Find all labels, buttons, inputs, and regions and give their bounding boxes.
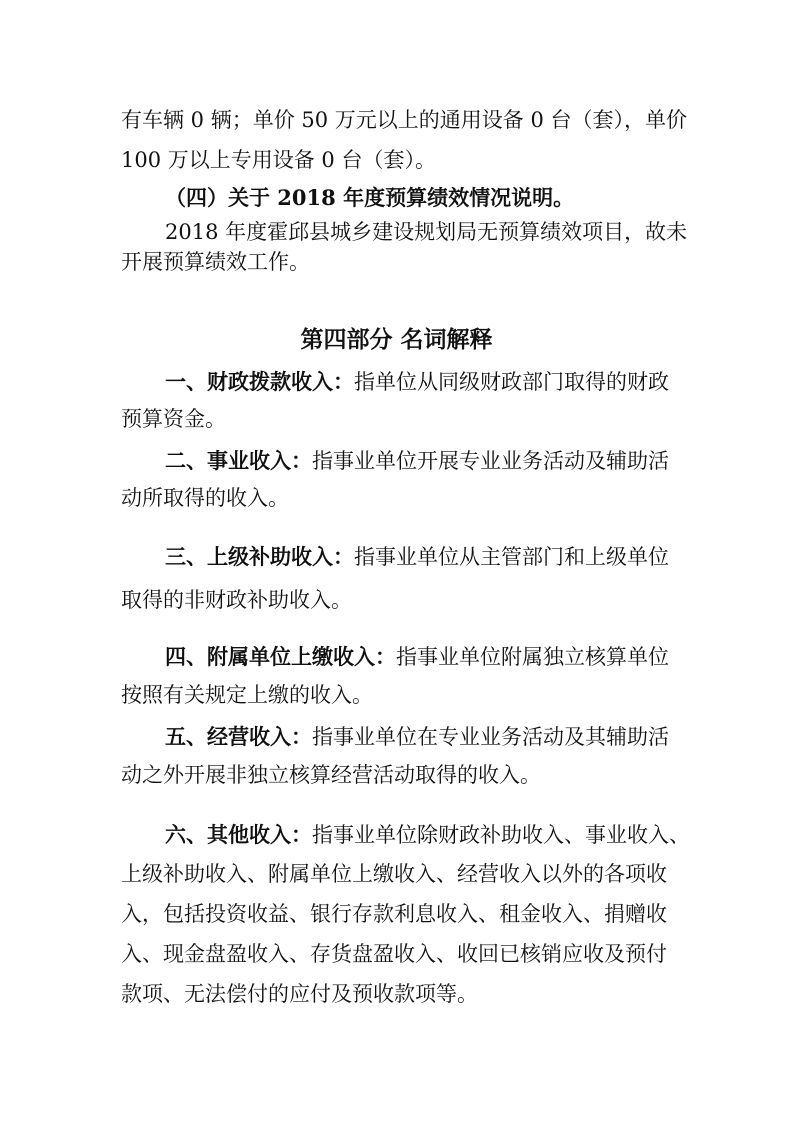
term-label: 三、上级补助收入： [165,544,354,569]
term-line [165,642,669,672]
term-definition: 指事业单位开展专业业务活动及辅助活 [312,449,669,473]
section-heading: （四）关于 2018 年度预算绩效情况说明。 [165,185,575,210]
term-label: 五、经营收入： [165,724,312,749]
paragraph-line: 动所取得的收入。 [121,486,289,510]
paragraph-line: 入、现金盘盈收入、存货盘盈收入、收回已核销应收及预付 [121,942,667,966]
paragraph-line: 入，包括投资收益、银行存款利息收入、租金收入、捐赠收 [121,902,667,926]
term-line [165,542,669,572]
term-line [165,446,669,476]
term-definition: 指单位从同级财政部门取得的财政 [354,370,669,394]
term-definition: 指事业单位除财政补助收入、事业收入、 [312,823,690,847]
term-definition: 指事业单位附属独立核算单位 [396,645,669,669]
paragraph-line: 动之外开展非独立核算经营活动取得的收入。 [121,763,541,787]
term-label: 二、事业收入： [165,448,312,473]
paragraph-line: 按照有关规定上缴的收入。 [121,683,373,707]
paragraph-line: 预算资金。 [121,407,226,431]
paragraph-line: 款项、无法偿付的应付及预收款项等。 [121,982,478,1006]
term-line [165,722,669,752]
term-line [165,367,669,397]
term-line [165,820,690,850]
part-title: 第四部分 名词解释 [300,326,493,353]
term-label: 六、其他收入： [165,822,312,847]
term-label: 四、附属单位上缴收入： [165,644,396,669]
paragraph-line: 取得的非财政补助收入。 [121,588,352,612]
paragraph-line: 开展预算绩效工作。 [121,250,310,274]
term-definition: 指事业单位从主管部门和上级单位 [354,545,669,569]
paragraph-line: 2018 年度霍邱县城乡建设规划局无预算绩效项目，故未 [165,220,688,244]
paragraph-line: 有车辆 0 辆；单价 50 万元以上的通用设备 0 台（套），单价 [121,108,687,132]
term-definition: 指事业单位在专业业务活动及其辅助活 [312,725,669,749]
paragraph-line: 上级补助收入、附属单位上缴收入、经营收入以外的各项收 [121,862,667,886]
paragraph-line: 100 万以上专用设备 0 台（套）。 [121,148,436,172]
term-label: 一、财政拨款收入： [165,369,354,394]
